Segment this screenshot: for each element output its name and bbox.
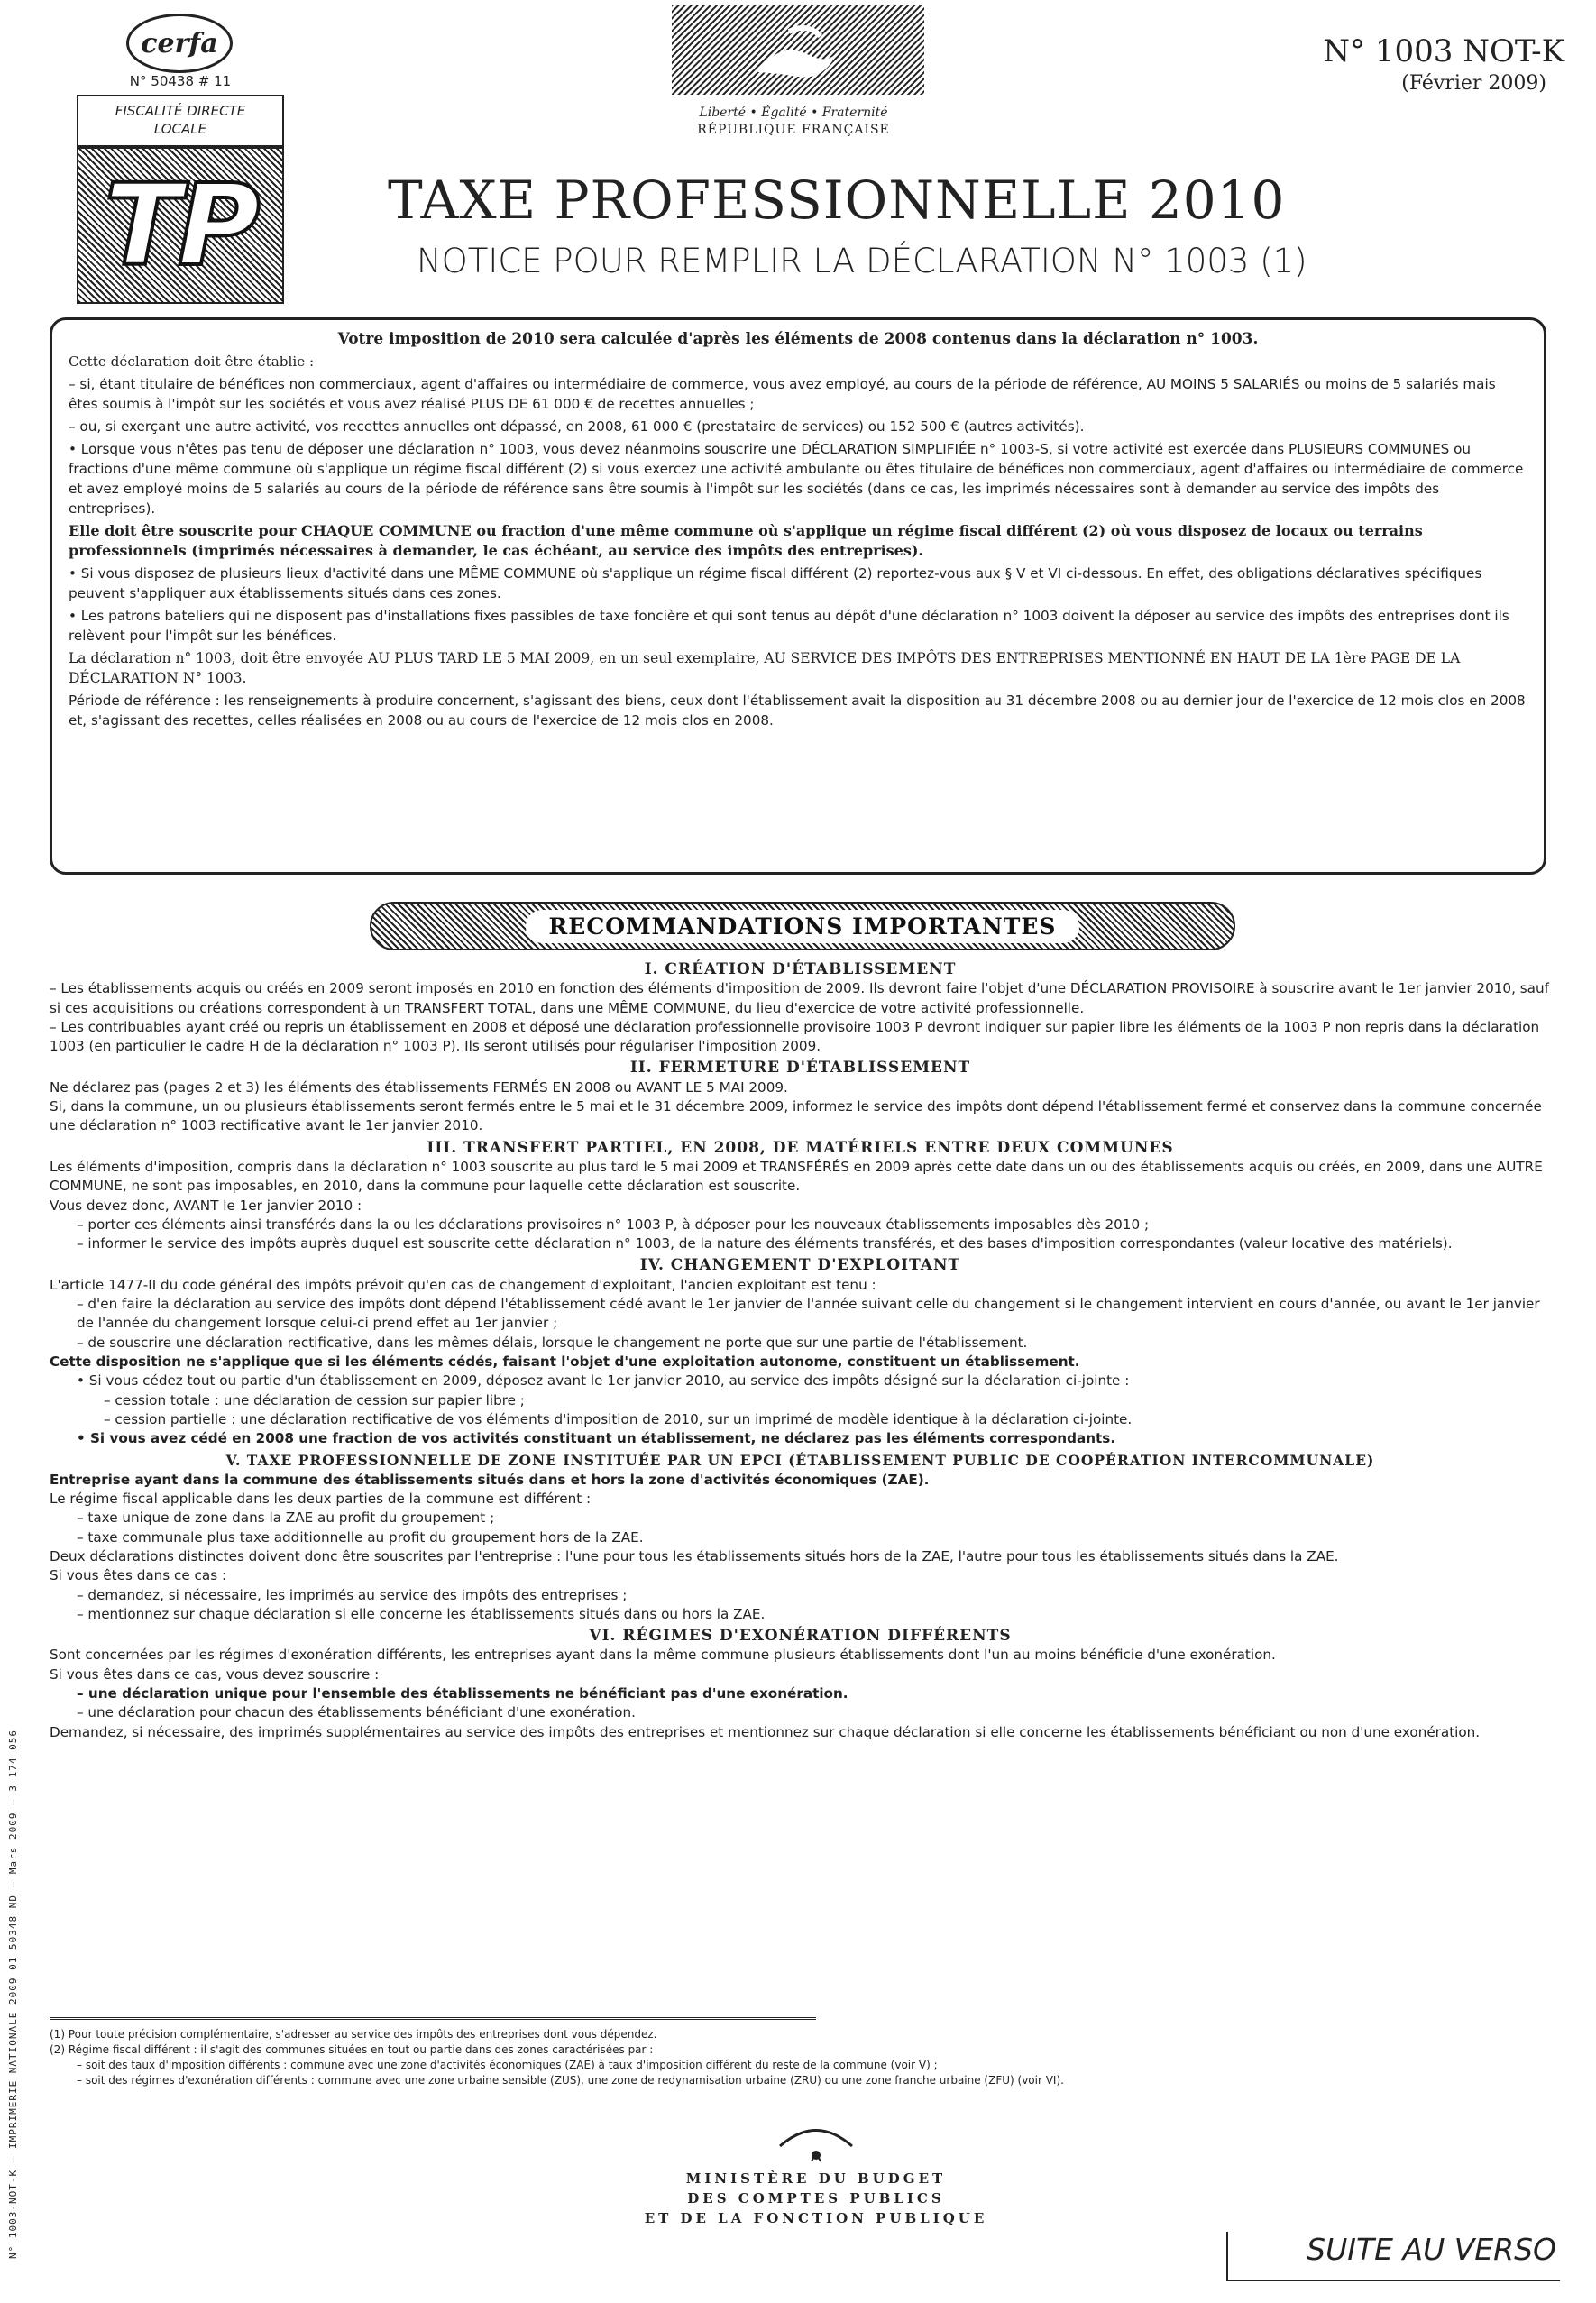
section-paragraph: Si vous êtes dans ce cas, vous devez souscrire :: [50, 1665, 380, 1683]
ministry-name: MINISTÈRE DU BUDGET DES COMPTES PUBLICS ET DE LA FONCTION PUBLIQUE: [644, 2170, 988, 2226]
section-paragraph: – informer le service des impôts auprès duquel est souscrite cette déclaration n° 1003, de la nature des éléments transférés, et des bases d'imposition correspondantes (valeur locative des matériels).: [77, 1235, 1453, 1252]
cerfa-block: [77, 14, 284, 302]
section-paragraph: Si vous êtes dans ce cas :: [50, 1567, 227, 1584]
section-paragraph: L'article 1477-II du code général des impôts prévoit qu'en cas de changement d'exploitant, l'ancien exploitant est tenu :: [50, 1276, 876, 1293]
margin-print-reference: N° 1003-NOT-K – IMPRIMERIE NATIONALE 2009 01 50348 ND – Mars 2009 – 3 174 056: [7, 1730, 19, 2259]
section-paragraph: – cession partielle : une déclaration rectificative de vos éléments d'imposition de 2010, sur un imprimé de modèle identique à la déclaration ci-jointe.: [104, 1410, 1133, 1427]
intro-lead: Cette déclaration doit être établie :: [69, 353, 315, 370]
section-title: V. TAXE PROFESSIONNELLE DE ZONE INSTITUÉE PAR UN EPCI (ÉTABLISSEMENT PUBLIC DE COOPÉRATION INTERCOMMUNALE): [225, 1452, 1375, 1470]
page-title: TAXE PROFESSIONNELLE 2010: [388, 170, 1286, 231]
section-paragraph: – cession totale : une déclaration de cession sur papier libre ;: [104, 1391, 525, 1408]
footnote-divider: [50, 2017, 816, 2020]
intro-bullet: • Si vous disposez de plusieurs lieux d'activité dans une MÊME COMMUNE où s'applique un régime fiscal différent (2) reportez-vous aux § V et VI ci-dessous. En effet, des obligations déclaratives spécifiques peuvent s'appliquer aux établissements situés dans ces zones.: [69, 565, 1482, 601]
section-paragraph: – porter ces éléments ainsi transférés dans la ou les déclarations provisoires n° 1003 P, à déposer pour les nouveaux établissements imposables dès 2010 ;: [77, 1216, 1150, 1233]
cerfa-logo: cerfa: [126, 14, 233, 73]
section-paragraph: – taxe unique de zone dans la ZAE au profit du groupement ;: [77, 1509, 495, 1527]
section-paragraph: Ne déclarez pas (pages 2 et 3) les éléments des établissements FERMÉS EN 2008 ou AVANT LE 5 MAI 2009.: [50, 1078, 788, 1096]
recommendations-banner: [370, 902, 1235, 950]
section-paragraph: – demandez, si nécessaire, les imprimés au service des impôts des entreprises ;: [77, 1586, 628, 1603]
section-paragraph: Deux déclarations distinctes doivent donc être souscrites par l'entreprise : l'une pour tous les établissements situés hors de la ZAE, l'autre pour tous les établissements situés dans la ZAE.: [50, 1547, 1339, 1564]
section-paragraph: Si, dans la commune, un ou plusieurs établissements seront fermés entre le 5 mai et le 31 décembre 2009, informez le service des impôts dont dépend l'établissement fermé et conservez dans la commune concernée une déclaration n° 1003 rectificative avant le 1er janvier 2010.: [50, 1098, 1542, 1134]
intro-box: [50, 317, 1546, 875]
intro-deadline: La déclaration n° 1003, doit être envoyée AU PLUS TARD LE 5 MAI 2009, en un seul exemplaire, AU SERVICE DES IMPÔTS DES ENTREPRISES MENTIONNÉ EN HAUT DE LA 1ère PAGE DE LA DÉCLARATION N° 1003.: [69, 650, 1461, 686]
section-paragraph: Demandez, si nécessaire, des imprimés supplémentaires au service des impôts des entreprises et mentionnez sur chaque déclaration si elle concerne les établissements bénéficiant ou non d'une exonération.: [50, 1723, 1481, 1740]
republic-name: RÉPUBLIQUE FRANÇAISE: [697, 123, 890, 137]
section-paragraph: Cette disposition ne s'applique que si les éléments cédés, faisant l'objet d'une exploitation autonome, constituent un établissement.: [50, 1353, 1080, 1370]
intro-bullet: • Les patrons bateliers qui ne disposent pas d'installations fixes passibles de taxe foncière et qui sont tenus au dépôt d'une déclaration n° 1003 doivent la déposer au service des impôts des entreprises dont ils relèvent pour l'impôt sur les bénéfices.: [69, 608, 1509, 644]
page-subtitle: NOTICE POUR REMPLIR LA DÉCLARATION N° 1003 (1): [417, 242, 1307, 280]
recommendations-sections: [50, 958, 1551, 1742]
ministry-logo-icon: [775, 2115, 857, 2169]
section-paragraph: – taxe communale plus taxe additionnelle au profit du groupement hors de la ZAE.: [77, 1528, 644, 1546]
section-title: III. TRANSFERT PARTIEL, EN 2008, DE MATÉRIELS ENTRE DEUX COMMUNES: [427, 1138, 1174, 1157]
section-paragraph: Le régime fiscal applicable dans les deux parties de la commune est différent :: [50, 1491, 592, 1508]
section-title: I. CRÉATION D'ÉTABLISSEMENT: [644, 960, 957, 978]
republic-motto: Liberté • Égalité • Fraternité: [699, 106, 888, 120]
section-paragraph: – une déclaration pour chacun des établissements bénéficiant d'une exonération.: [77, 1704, 636, 1721]
form-number: N° 1003 NOT-K: [1323, 33, 1564, 69]
footnote: – soit des taux d'imposition différents : commune avec une zone d'activités économiques (ZAE) à taux d'imposition différent du reste de la commune (voir V) ;: [77, 2059, 938, 2071]
section-paragraph: Sont concernées par les régimes d'exonération différents, les entreprises ayant dans la même commune plusieurs établissements dont l'un au moins bénéficie d'une exonération.: [50, 1647, 1276, 1664]
section-paragraph: – Les établissements acquis ou créés en 2009 seront imposés en 2010 en fonction des éléments d'imposition de 2009. Ils devront faire l'objet d'une DÉCLARATION PROVISOIRE à souscrire avant le 1er janvier 2010, sauf si ces acquisitions ou créations correspondent à un TRANSFERT TOTAL, dans une MÊME COMMUNE, du lieu d'exercice de votre activité professionnelle.: [50, 980, 1549, 1016]
section-title: IV. CHANGEMENT D'EXPLOITANT: [639, 1256, 961, 1275]
intro-bullet: • Lorsque vous n'êtes pas tenu de déposer une déclaration n° 1003, vous devez néanmoins souscrire une DÉCLARATION SIMPLIFIÉE n° 1003-S, si votre activité est exercée dans PLUSIEURS COMMUNES ou fractions d'une même commune où s'applique un régime fiscal différent (2) si vous exercez une activité ambulante ou êtes titulaire de bénéfices non commerciaux, agent d'affaires ou intermédiaire de commerce et avez employé moins de 5 salariés au cours de la période de référence sans être soumis à l'impôt sur les sociétés (dans ce cas, les imprimés nécessaires sont à demander au service des impôts des entreprises).: [69, 441, 1524, 517]
fiscal-category-box: FISCALITÉ DIRECTE LOCALE: [77, 95, 284, 147]
section-paragraph: – Les contribuables ayant créé ou repris un établissement en 2008 et déposé une déclaration professionnelle provisoire 1003 P devront indiquer sur papier libre les éléments de la 1003 P non repris dans la déclaration 1003 (en particulier le cadre H de la déclaration n° 1003 P). Ils seront utilisés pour régulariser l'imposition 2009.: [50, 1018, 1540, 1055]
section-paragraph: – de souscrire une déclaration rectificative, dans les mêmes délais, lorsque le changement ne porte que sur une partie de l'établissement.: [77, 1334, 1028, 1351]
section-paragraph: Les éléments d'imposition, compris dans la déclaration n° 1003 souscrite au plus tard le 5 mai 2009 et TRANSFÉRÉS en 2009 après cette date dans un ou des établissements acquis ou créés, en 2009, dans une AUTRE COMMUNE, ne sont pas imposables, en 2010, dans la commune pour laquelle cette déclaration est souscrite.: [50, 1158, 1543, 1195]
tp-logo-box: [77, 147, 284, 304]
intro-headline: Votre imposition de 2010 sera calculée d'après les éléments de 2008 contenus dans la déclaration n° 1003.: [337, 330, 1259, 348]
section-paragraph: – d'en faire la déclaration au service des impôts dont dépend l'établissement cédé avant le 1er janvier de l'année suivant celle du changement si le changement intervient en cours d'année, ou avant le 1er janvier de l'année du changement lorsque celui-ci prend effet au 1er janvier ;: [77, 1296, 1540, 1332]
intro-bullet: – ou, si exerçant une autre activité, vos recettes annuelles ont dépassé, en 2008, 61 000 € (prestataire de services) ou 152 500 € (autres activités).: [69, 418, 1085, 435]
section-paragraph: Vous devez donc, AVANT le 1er janvier 2010 :: [50, 1197, 362, 1214]
recommendations-banner-label: RECOMMANDATIONS IMPORTANTES: [526, 910, 1080, 943]
section-paragraph: – une déclaration unique pour l'ensemble des établissements ne bénéficiant pas d'une exonération.: [77, 1684, 848, 1702]
section-paragraph: – mentionnez sur chaque déclaration si elle concerne les établissements situés dans ou hors la ZAE.: [77, 1605, 766, 1622]
cerfa-number: N° 50438 # 11: [129, 73, 232, 89]
marianne-logo-icon: [672, 5, 924, 95]
intro-reference-period: Période de référence : les renseignements à produire concernent, s'agissant des biens, ceux dont l'établissement avait la disposition au 31 décembre 2008 ou au dernier jour de l'exercice de 12 mois clos en 2008 et, s'agissant des recettes, celles réalisées en 2008 ou au cours de l'exercice de 12 mois clos en 2008.: [69, 693, 1526, 729]
footnote: – soit des régimes d'exonération différents : commune avec une zone urbaine sensible (ZUS), une zone de redynamisation urbaine (ZRU) ou une zone franche urbaine (ZFU) (voir VI).: [77, 2074, 1064, 2087]
section-title: II. FERMETURE D'ÉTABLISSEMENT: [629, 1059, 971, 1078]
footnote: (2) Régime fiscal différent : il s'agit des communes situées en tout ou partie dans des zones caractérisées par :: [50, 2043, 654, 2056]
footnote: (1) Pour toute précision complémentaire, s'adresser au service des impôts des entreprises dont vous dépendez.: [50, 2028, 657, 2041]
form-date: (Février 2009): [1401, 72, 1546, 95]
section-paragraph: • Si vous cédez tout ou partie d'un établissement en 2009, déposez avant le 1er janvier 2010, au service des impôts désigné sur la déclaration ci-jointe :: [77, 1372, 1130, 1390]
suite-au-verso: SUITE AU VERSO: [1226, 2232, 1560, 2281]
footnotes: [50, 2027, 1551, 2088]
section-paragraph: • Si vous avez cédé en 2008 une fraction de vos activités constituant un établissement, ne déclarez pas les éléments correspondants.: [77, 1430, 1116, 1447]
intro-bullet: – si, étant titulaire de bénéfices non commerciaux, agent d'affaires ou intermédiaire de commerce, vous avez employé, au cours de la période de référence, AU MOINS 5 SALARIÉS ou moins de 5 salariés mais êtes soumis à l'impôt sur les sociétés et vous avez réalisé PLUS DE 61 000 € de recettes annuelles ;: [69, 376, 1496, 412]
tp-logo-letters: TP: [104, 160, 257, 291]
section-title: VI. RÉGIMES D'EXONÉRATION DIFFÉRENTS: [589, 1627, 1012, 1646]
section-paragraph: Entreprise ayant dans la commune des établissements situés dans et hors la zone d'activités économiques (ZAE).: [50, 1471, 930, 1488]
intro-commune-rule: Elle doit être souscrite pour CHAQUE COMMUNE ou fraction d'une même commune où s'applique un régime fiscal différent (2) où vous disposez de locaux ou terrains professionnels (imprimés nécessaires à demander, le cas échéant, au service des impôts des entreprises).: [69, 522, 1423, 559]
